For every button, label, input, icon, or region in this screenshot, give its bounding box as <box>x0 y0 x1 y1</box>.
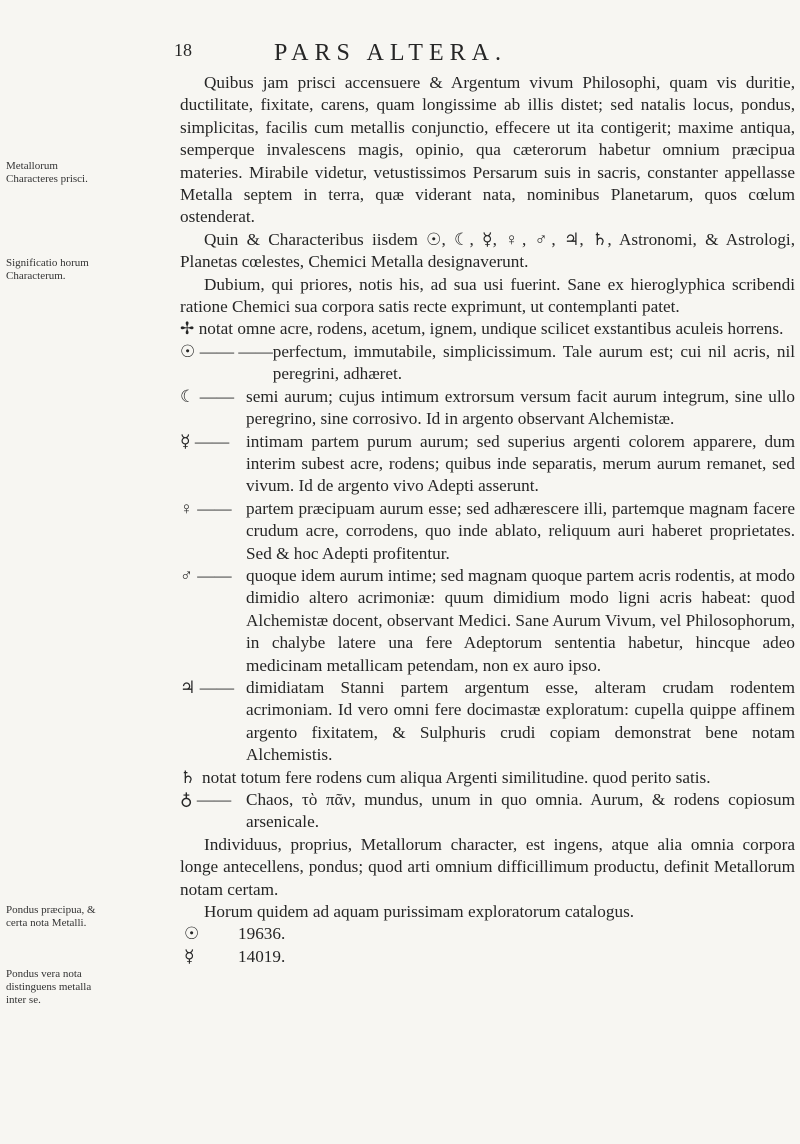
symbol-entry-text: dimidiatam Stanni partem argentum esse, alteram crudam rodentem acrimoniam. Id vero omni fere docimastæ exploratum: cupella quippe affinem argento fixitatem, & Sulphuris crudi copiam demonstrat bene notam Alchemistis. <box>246 677 795 765</box>
symbol-entry-text: intimam partem purum aurum; sed superius argenti colorem apparere, dum interim subest acre, rodens; quibus inde separatis, merum aurum remanet, sed vivum. Id de argento vivo Adepti asserunt. <box>246 431 795 496</box>
symbol-entry-jupiter <box>180 677 795 767</box>
paragraph-5: Individuus, proprius, Metallorum character, est ingens, atque alia omnia corpora longe antecellens, pondus; quod arti omnium difficillimum productu, definit Metallorum notam certam. <box>180 834 795 899</box>
symbol-entry-text: notat totum fere rodens cum aliqua Argenti similitudine. quod perito satis. <box>202 767 711 787</box>
paragraph-2: Quin & Characteribus iisdem ☉, ☾, ☿, ♀, ♂, ♃, ♄, Astronomi, & Astrologi, Planetas cœlestes, Chemici Metalla designaverunt. <box>180 229 795 272</box>
jupiter-symbol-icon: ♃ —— <box>180 677 235 697</box>
antimony-symbol-icon: ♁ —— <box>180 790 232 809</box>
symbol-entry-chaos <box>180 789 795 834</box>
paragraph-3: Dubium, qui priores, notis his, ad sua usi fuerint. Sane ex hieroglyphica scribendi ratione Chemici sua corpora satis recte exprimunt, ut contemplanti patet. <box>180 274 795 317</box>
paragraph-6: Horum quidem ad aquam purissimam exploratorum catalogus. <box>204 902 635 922</box>
margin-note-characteres: Metallorum Characteres prisci. <box>6 160 88 185</box>
running-title: PARS ALTERA. <box>274 40 507 66</box>
symbol-entry-luna <box>180 386 795 431</box>
weight-catalogue <box>184 923 795 968</box>
margin-note-pondus-verum: Pondus vera nota distinguens metalla inter se. <box>6 968 92 1006</box>
catalogue-row <box>184 946 795 968</box>
margin-note-significatio: Significatio horum Characterum. <box>6 257 89 282</box>
mercury-symbol-icon: ☿ <box>184 946 195 966</box>
catalogue-row <box>184 923 795 945</box>
moon-symbol-icon: ☾ —— <box>180 386 235 406</box>
sun-symbol-icon: ☉ <box>184 924 200 944</box>
venus-symbol-icon: ♀ —— <box>180 498 232 518</box>
paragraph-4: ✢ notat omne acre, rodens, acetum, ignem, undique scilicet exstantibus aculeis horrens. <box>180 319 784 339</box>
page-number: 18 <box>174 40 192 60</box>
symbol-entry-sol <box>180 341 795 386</box>
symbol-entry-saturnus <box>180 767 795 789</box>
symbol-entry-text: semi aurum; cujus intimum extrorsum versum facit aurum integrum, sine ullo peregrino, sine corrosivo. Id in argento observant Alchemistæ. <box>246 386 795 429</box>
saturn-symbol-icon: ♄ <box>180 767 196 787</box>
symbol-entry-text: Chaos, τὸ πᾶν, mundus, unum in quo omnia. Aurum, & rodens copiosum arsenicale. <box>246 790 795 832</box>
symbol-entry-text: perfectum, immutabile, simplicissimum. Tale aurum est; cui nil acris, nil peregrini, adhæret. <box>272 341 795 384</box>
mars-symbol-icon: ♂ —— <box>180 565 232 585</box>
page-header <box>174 40 734 70</box>
margin-note-pondus-praecipuum: Pondus præcipua, & certa nota Metalli. <box>6 904 96 929</box>
sun-symbol-icon: ☉ —— —— <box>180 341 273 361</box>
symbol-entry-mars <box>180 565 795 677</box>
catalogue-value: 14019. <box>238 946 286 966</box>
main-text <box>180 72 795 968</box>
symbol-entry-text: quoque idem aurum intime; sed magnam quoque partem acris rodentis, at modo dimidio altero acrimoniæ: quum dimidium modo ligni acris habeat: quod Alchemistæ docent, observant Medici. Sane Aurum Vivum, vel Philosophorum, in chalybe latere una fere Adeptorum sententia habetur, hincque adeo medicinam metallicam petendam, non ex auro ipso. <box>246 565 795 675</box>
symbol-entry-venus <box>180 498 795 565</box>
catalogue-value: 19636. <box>238 924 286 944</box>
paragraph-1: Quibus jam prisci accensuere & Argentum vivum Philosophi, quam vis duritie, ductilitate, fixitate, carens, quam longissime ab illis distet; sed natalis locus, pondus, simplicitas, facilis cum metallis conjunctio, effecere ut ita contigerit; maxime antiqua, semperque invalescens magis, opinio, qua cæterorum habetur omnium præcipua materies. Mirabile videtur, vetustissimos Persarum suis in sacris, constanter appellasse Metalla septem in terra, quæ viderant nata, nominibus Planetarum, quos cœlum ostenderat. <box>180 73 795 227</box>
symbol-entry-text: partem præcipuam aurum esse; sed adhærescere illi, partemque magnam facere crudum acre, corrodens, quo inde ablato, reliquum auri haberet proprietates. Sed & hoc Adepti profitentur. <box>246 498 795 563</box>
symbol-entry-mercurius <box>180 431 795 498</box>
mercury-symbol-icon: ☿ —— <box>180 431 230 451</box>
